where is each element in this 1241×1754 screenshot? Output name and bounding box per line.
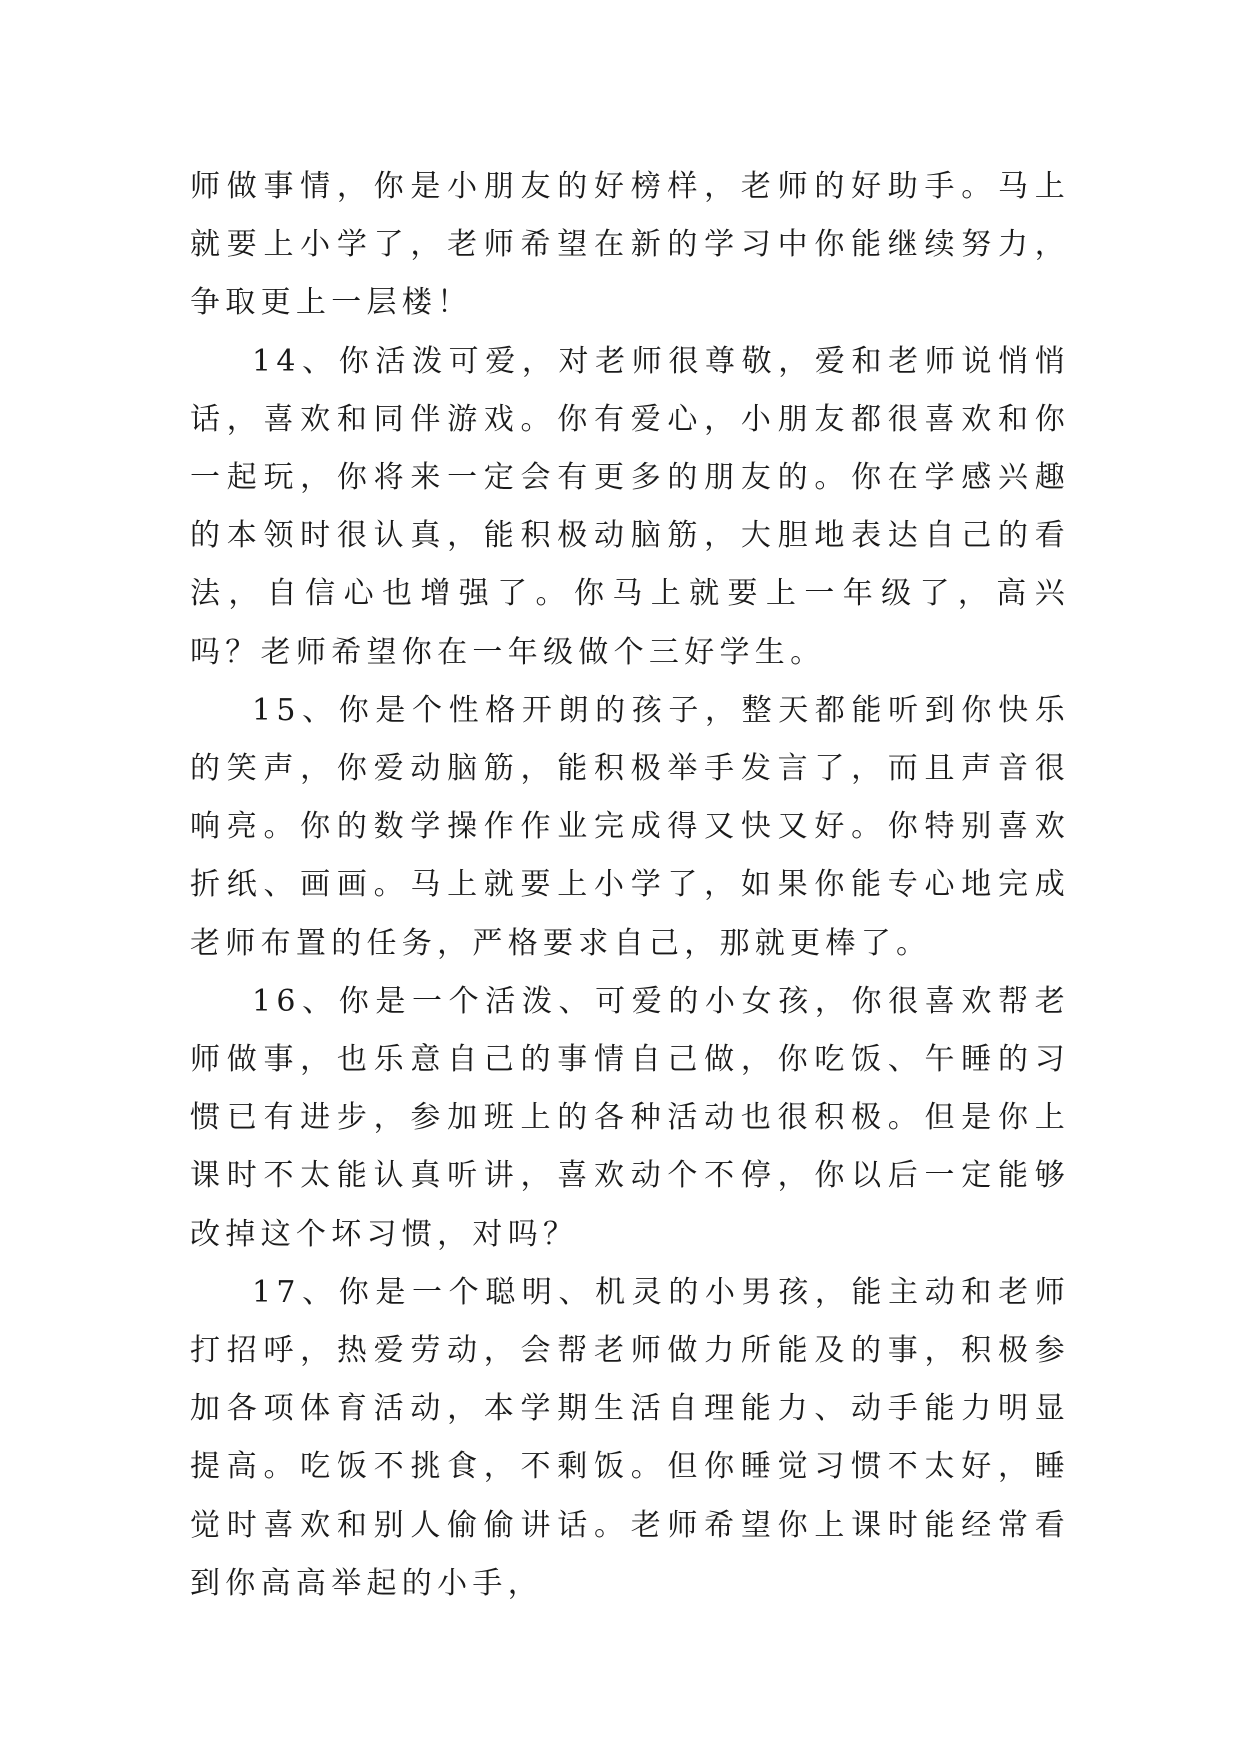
paragraph-15: 15、你是个性格开朗的孩子，整天都能听到你快乐的笑声，你爱动脑筋，能积极举手发言了，而且声音很响亮。你的数学操作作业完成得又快又好。你特别喜欢折纸、画画。马上就要上小学了，如果你能专心地完成老师布置的任务，严格要求自己，那就更棒了。 [190,692,1070,961]
paragraph-14: 14、你活泼可爱，对老师很尊敬，爱和老师说悄悄话，喜欢和同伴游戏。你有爱心，小朋友都很喜欢和你一起玩，你将来一定会有更多的朋友的。你在学感兴趣的本领时很认真，能积极动脑筋，大胆地表达自己的看法，自信心也增强了。你马上就要上一年级了，高兴吗？老师希望你在一年级做个三好学生。 [190,343,1070,670]
document-body [190,158,1070,1613]
paragraph-continued: 师做事情，你是小朋友的好榜样，老师的好助手。马上就要上小学了，老师希望在新的学习中你能继续努力，争取更上一层楼！ [190,169,1070,321]
paragraph-16: 16、你是一个活泼、可爱的小女孩，你很喜欢帮老师做事，也乐意自己的事情自己做，你吃饭、午睡的习惯已有进步，参加班上的各种活动也很积极。但是你上课时不太能认真听讲，喜欢动个不停，你以后一定能够改掉这个坏习惯，对吗？ [190,983,1070,1252]
paragraph-17: 17、你是一个聪明、机灵的小男孩，能主动和老师打招呼，热爱劳动，会帮老师做力所能及的事，积极参加各项体育活动，本学期生活自理能力、动手能力明显提高。吃饭不挑食，不剩饭。但你睡觉习惯不太好，睡觉时喜欢和别人偷偷讲话。老师希望你上课时能经常看到你高高举起的小手， [190,1274,1070,1601]
